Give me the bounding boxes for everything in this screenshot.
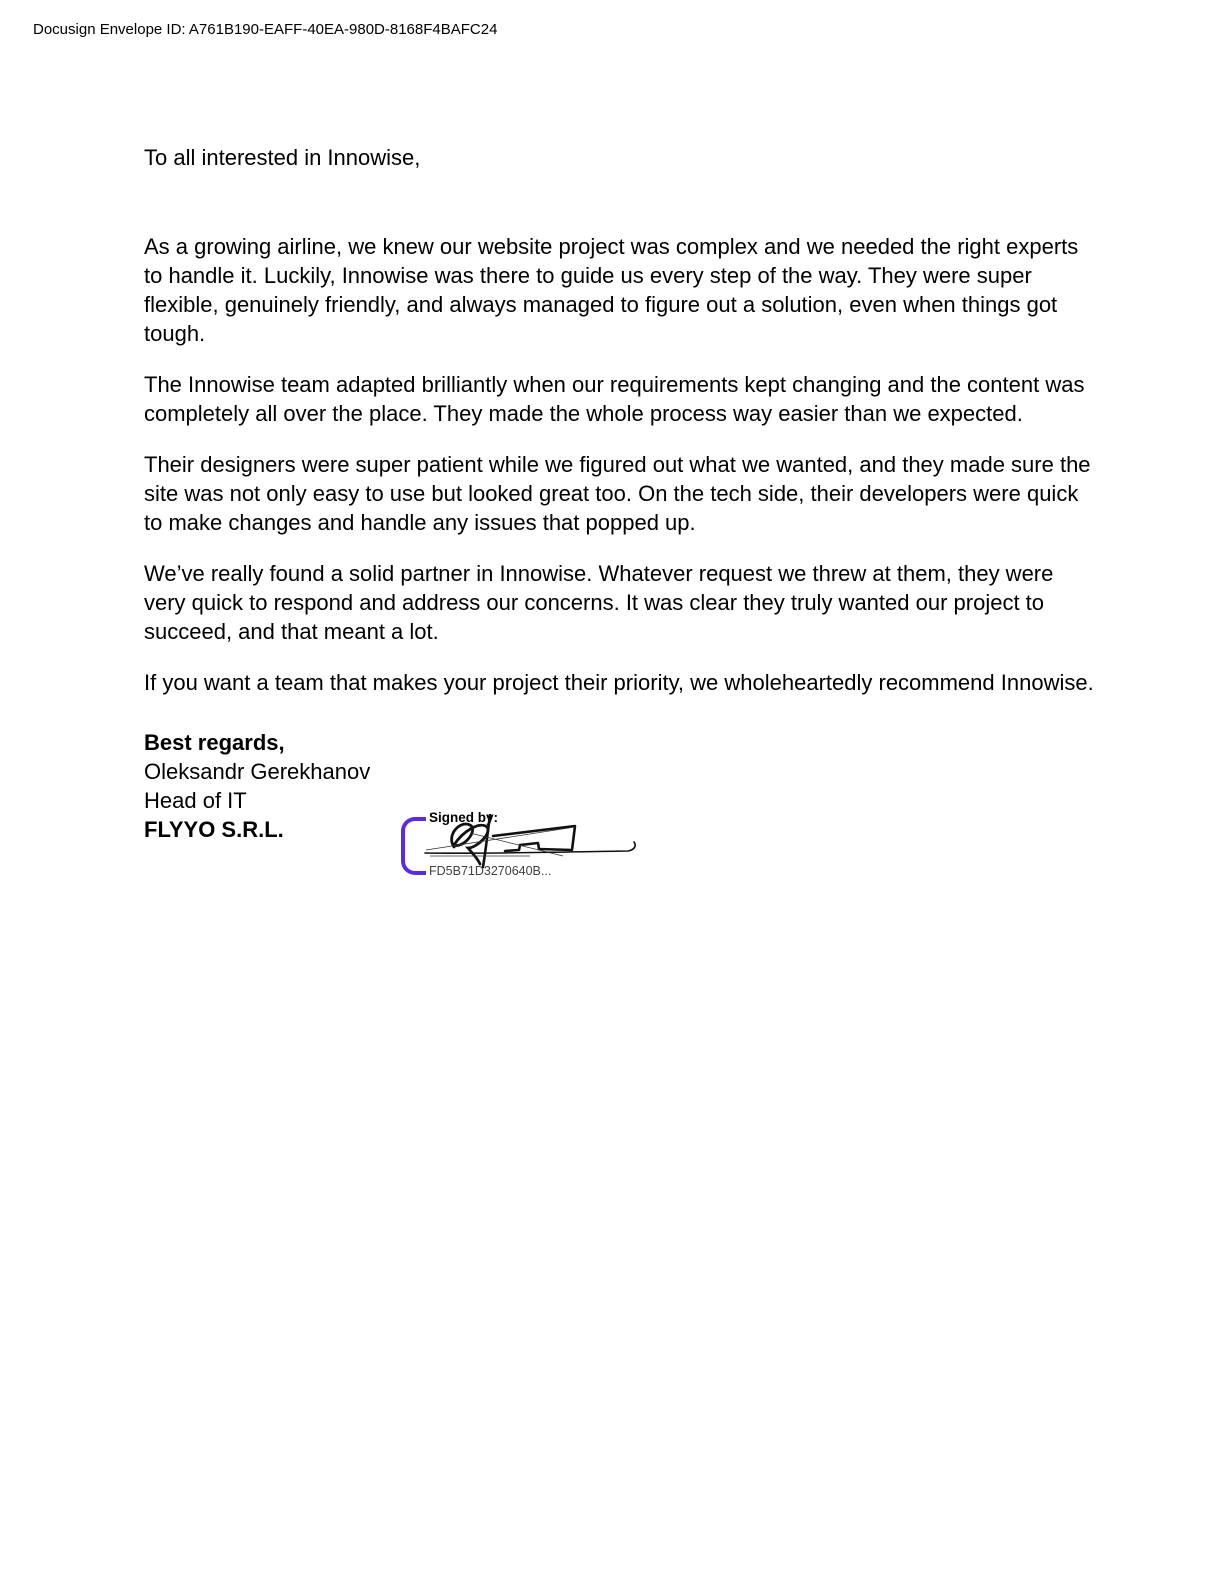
paragraph-1: As a growing airline, we knew our website project was complex and we needed the right experts to handle it. Luckily, Innowise was there to guide us every step of the way. They were super flexible, genuinely friendly, and always managed to figure out a solution, even when things got tough.	[144, 234, 1079, 346]
paragraph-5: If you want a team that makes your project their priority, we wholeheartedly recommend Innowise.	[144, 670, 1094, 695]
greeting: To all interested in Innowise,	[144, 145, 421, 170]
paragraph-3: Their designers were super patient while we figured out what we wanted, and they made sure the site was not only easy to use but looked great too. On the tech side, their developers were quick to make changes and handle any issues that popped up.	[144, 452, 1091, 535]
signature-id: FD5B71D3270640B...	[429, 864, 552, 878]
signer-company: FLYYO S.R.L.	[144, 817, 284, 842]
docusign-envelope-id: Docusign Envelope ID: A761B190-EAFF-40EA-980D-8168F4BAFC24	[33, 21, 498, 38]
closing-regards: Best regards,	[144, 730, 285, 755]
paragraph-4: We’ve really found a solid partner in Innowise. Whatever request we threw at them, they were very quick to respond and address our concerns. It was clear they truly wanted our project to succeed, and that meant a lot.	[144, 561, 1054, 644]
signer-title: Head of IT	[144, 788, 247, 813]
paragraph-2: The Innowise team adapted brilliantly when our requirements kept changing and the content was completely all over the place. They made the whole process way easier than we expected.	[144, 372, 1085, 426]
signed-by-label: Signed by:	[429, 810, 499, 825]
signer-name: Oleksandr Gerekhanov	[144, 759, 371, 784]
letter-body	[144, 143, 1094, 844]
docusign-signature-stamp	[398, 810, 654, 888]
